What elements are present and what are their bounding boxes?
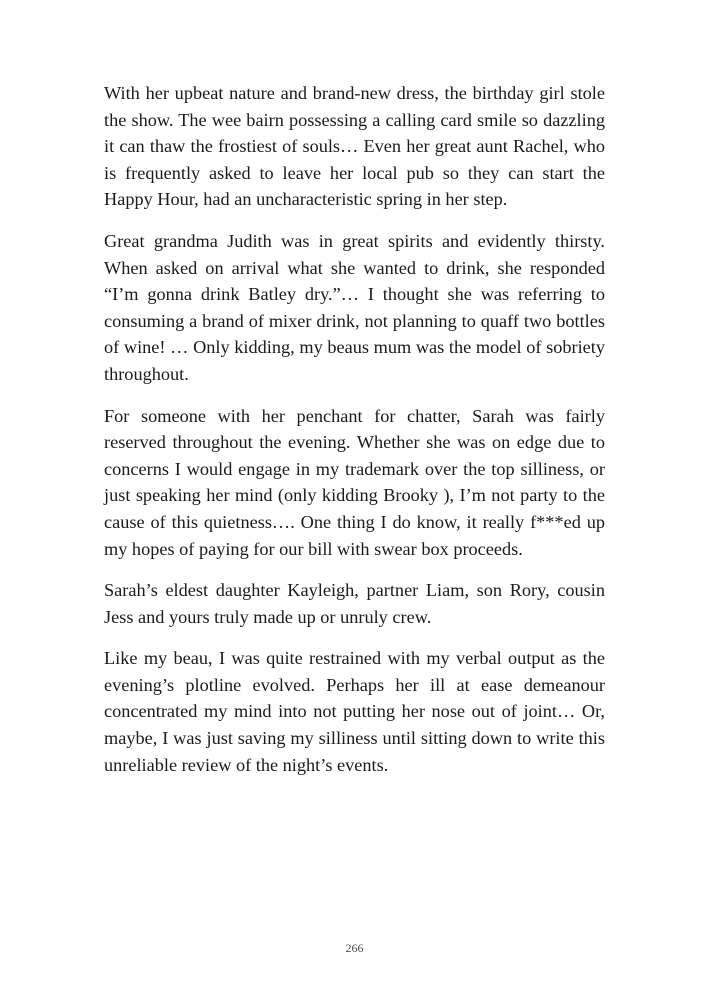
paragraph-birthday-girl: With her upbeat nature and brand-new dress, the birthday girl stole the show. The wee bairn possessing a calling card smile so dazzling it can thaw the frostiest of souls… Even her great aunt Rachel, who is frequently asked to leave her local pub so they can start the Happy Hour, had an uncharacteristic spring in her step. xyxy=(104,83,605,210)
paragraph-restrained-beau: Like my beau, I was quite restrained with my verbal output as the evening’s plotline evolved. Perhaps her ill at ease demeanour concentrated my mind into not putting her nose out of joint… Or, maybe, I was just saving my silliness until sitting down to write this unreliable review of the night’s events. xyxy=(104,648,605,775)
paragraph-unruly-crew: Sarah’s eldest daughter Kayleigh, partner Liam, son Rory, cousin Jess and yours truly made up or unruly crew. xyxy=(104,580,605,627)
page-number: 266 xyxy=(345,941,364,955)
paragraph-sarah-reserved: For someone with her penchant for chatter, Sarah was fairly reserved throughout the evening. Whether she was on edge due to concerns I would engage in my trademark over the top silliness, or just speaking her mind (only kidding Brooky ), I’m not party to the cause of this quietness…. One thing I do know, it really f***ed up my hopes of paying for our bill with swear box proceeds. xyxy=(104,405,605,559)
paragraph-great-grandma-judith: Great grandma Judith was in great spirits and evidently thirsty. When asked on arrival what she wanted to drink, she responded “I’m gonna drink Batley dry.”… I thought she was referring to consuming a brand of mixer drink, not planning to quaff two bottles of wine! … Only kidding, my beaus mum was the model of sobriety throughout. xyxy=(104,230,605,384)
page-body xyxy=(104,80,605,793)
